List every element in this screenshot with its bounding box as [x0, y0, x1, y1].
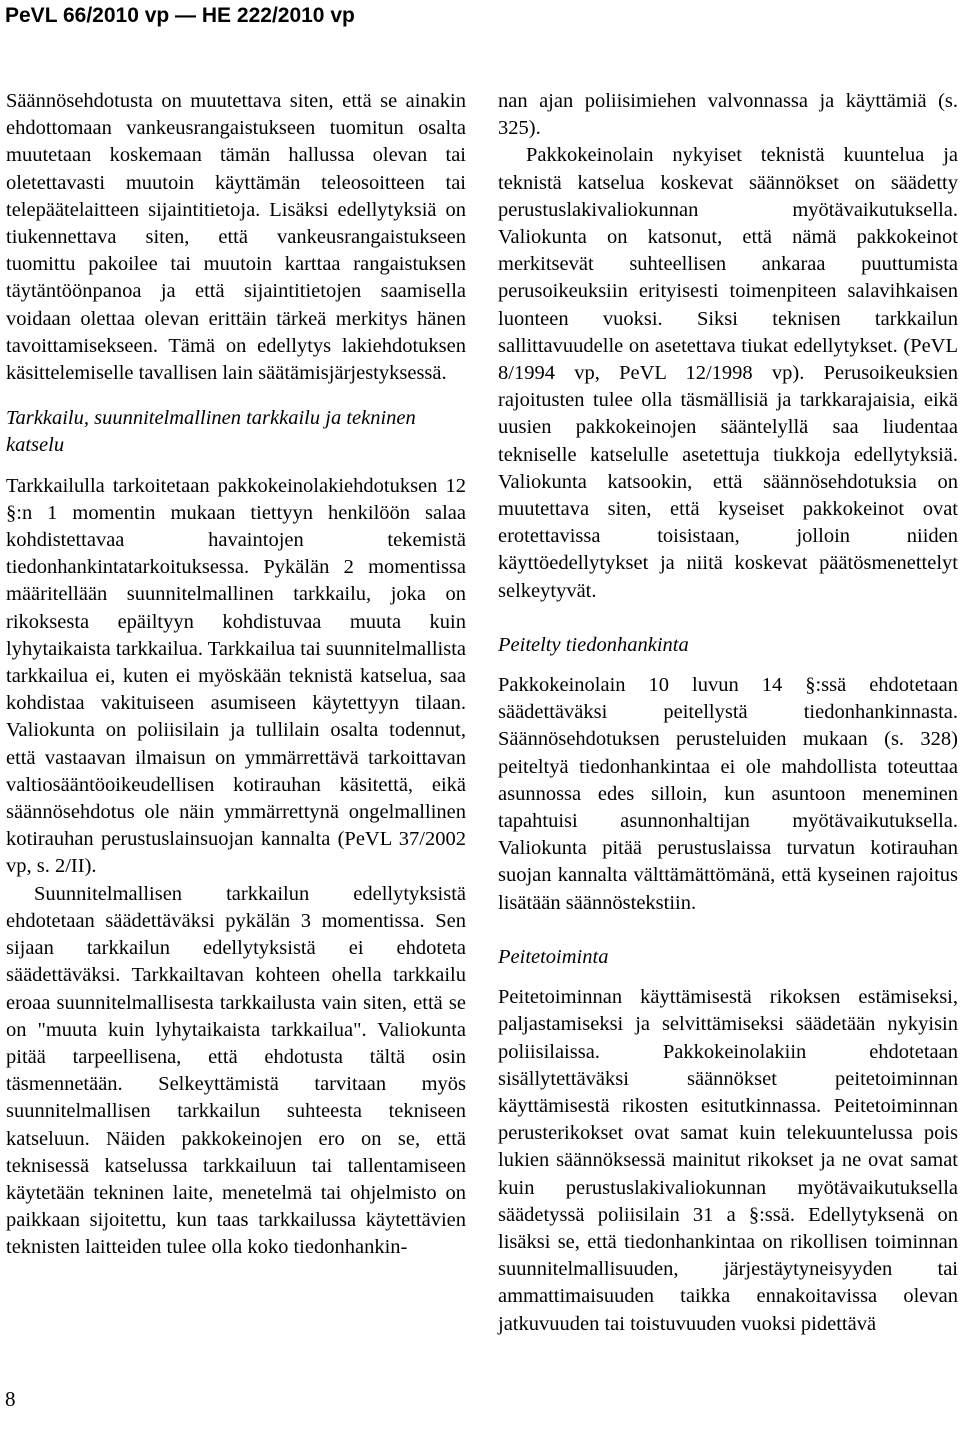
- right-column: [498, 88, 958, 1338]
- running-header: PeVL 66/2010 vp — HE 222/2010 vp: [5, 4, 355, 27]
- left-column: [6, 88, 466, 1262]
- page-number: 8: [5, 1387, 16, 1411]
- paragraph: Säännösehdotusta on muutettava siten, että se ainakin ehdottomaan vankeusrangaistukseen tuomitun osalta muutetaan koskemaan tämän hallussa olevan tai oletettavasti muutoin käyttämän teleosoitteen tai telepäätelaitteen sijaintitietoja. Lisäksi edellytyksiä on tiukennettava siten, että vankeusrangaistukseen tuomittu pakoilee tai muutoin karttaa rangaistuksen täytäntöönpanoa ja että sijaintitietojen saamisella voidaan olettaa olevan erittäin tärkeä merkitys hänen tavoittamisekseen. Tämä on edellytys lakiehdotuksen käsittelemiselle tavallisen lain säätämisjärjestyksessä.: [6, 90, 466, 385]
- section-heading: Tarkkailu, suunnitelmallinen tarkkailu ja tekninen katselu: [6, 407, 416, 457]
- paragraph: nan ajan poliisimiehen valvonnassa ja käyttämiä (s. 325).: [498, 90, 958, 140]
- paragraph: Pakkokeinolain nykyiset teknistä kuuntelua ja teknistä katselua koskevat säännökset on säädetty perustuslakivaliokunnan myötävaikutuksella. Valiokunta on katsonut, että nämä pakkokeinot merkitsevät suhteellisen ankaraa puuttumista perusoikeuksiin erityisesti toimenpiteen salavihkaisen luonteen vuoksi. Siksi teknisen tarkkailun sallittavuudelle on asetettava tiukat edellytykset. (PeVL 8/1994 vp, PeVL 12/1998 vp). Perusoikeuksien rajoitusten tulee olla täsmällisiä ja tarkkarajaisia, eikä uusien pakkokeinojen sääntelyllä saa liudentaa tekniselle katselulle asetettuja tiukkoja edellytyksiä. Valiokunta katsookin, että säännösehdotuksia on muutettava siten, että kyseiset pakkokeinot ovat erotettavissa toisistaan, jolloin niiden käyttöedellytykset ja niitä koskevat päätösmenettelyt selkeytyvät.: [498, 144, 958, 602]
- paragraph: Peitetoiminnan käyttämisestä rikoksen estämiseksi, paljastamiseksi ja selvittämiseksi säädetään nykyisin poliisilaissa. Pakkokeinolakiin ehdotetaan sisällytettäväksi säännökset peitetoiminnan käyttämisestä rikosten esitutkinnassa. Peitetoiminnan perusterikokset ovat samat kuin telekuuntelussa pois lukien säännöksessä mainitut rikokset ja ne ovat samat kuin perustuslakivaliokunnan myötävaikutuksella säädetyssä poliisilain 31 a §:ssä. Edellytyksenä on lisäksi se, että tiedonhankintaa on rikollisen toiminnan suunnitelmallisuuden, järjestäytyneisyyden tai ammattimaisuuden taikka ennakoitavissa olevan jatkuvuuden tai toistuvuuden vuoksi pidettävä: [498, 986, 958, 1335]
- paragraph: Suunnitelmallisen tarkkailun edellytyksistä ehdotetaan säädettäväksi pykälän 3 momentissa. Sen sijaan tarkkailun edellytyksistä ei ehdoteta säädettäväksi. Tarkkailtavan kohteen ohella tarkkailu eroaa suunnitelmallisesta tarkkailusta vain siten, että se on "muuta kuin lyhytaikaista tarkkailua". Valiokunta pitää tarpeellisena, että ehdotusta tältä osin täsmennetään. Selkeyttämistä tarvitaan myös suunnitelmallisen tarkkailun suhteesta tekniseen katseluun. Näiden pakkokeinojen ero on se, että teknisessä katselussa tarkkailuun tai tallentamiseen käytetään tekninen laite, menetelmä tai ohjelmisto on paikkaan sijoitettu, kun taas tarkkailussa käytettävien teknisten laitteiden tulee olla koko tiedonhankin-: [6, 882, 466, 1259]
- paragraph: Pakkokeinolain 10 luvun 14 §:ssä ehdotetaan säädettäväksi peitellystä tiedonhankinnasta. Säännösehdotuksen perusteluiden mukaan (s. 328) peiteltyä tiedonhankintaa ei ole mahdollista toteuttaa asunnossa edes silloin, kun asuntoon meneminen tapahtuisi asunnonhaltijan myötävaikutuksella. Valiokunta pitää perustuslaissa turvatun kotirauhan suojan kannalta välttämättömänä, että kyseinen rajoitus lisätään säännöstekstiin.: [498, 674, 958, 914]
- section-heading: Peitelty tiedonhankinta: [498, 633, 689, 656]
- section-heading: Peitetoiminta: [498, 945, 609, 968]
- paragraph: Tarkkailulla tarkoitetaan pakkokeinolakiehdotuksen 12 §:n 1 momentin mukaan tiettyyn henkilöön salaa kohdistettavaa havaintojen tekemistä tiedonhankintatarkoituksessa. Pykälän 2 momentissa määritellään suunnitelmallinen tarkkailu, joka on rikoksesta epäiltyyn kohdistuvaa muuta kuin lyhytaikaista tarkkailua. Tarkkailua tai suunnitelmallista tarkkailua ei, kuten ei myöskään teknistä katselua, saa kohdistaa vakituiseen asumiseen käytettyyn tilaan. Valiokunta on poliisilain ja tullilain osalta todennut, että vastaavan ilmaisun on ymmärrettävä tarkoittavan valtiosääntöoikeudellisen kotirauhan käsitettä, eikä säännösehdotus ole näin ymmärrettynä ongelmallinen kotirauhan perustuslainsuojan kannalta (PeVL 37/2002 vp, s. 2/II).: [6, 474, 466, 878]
